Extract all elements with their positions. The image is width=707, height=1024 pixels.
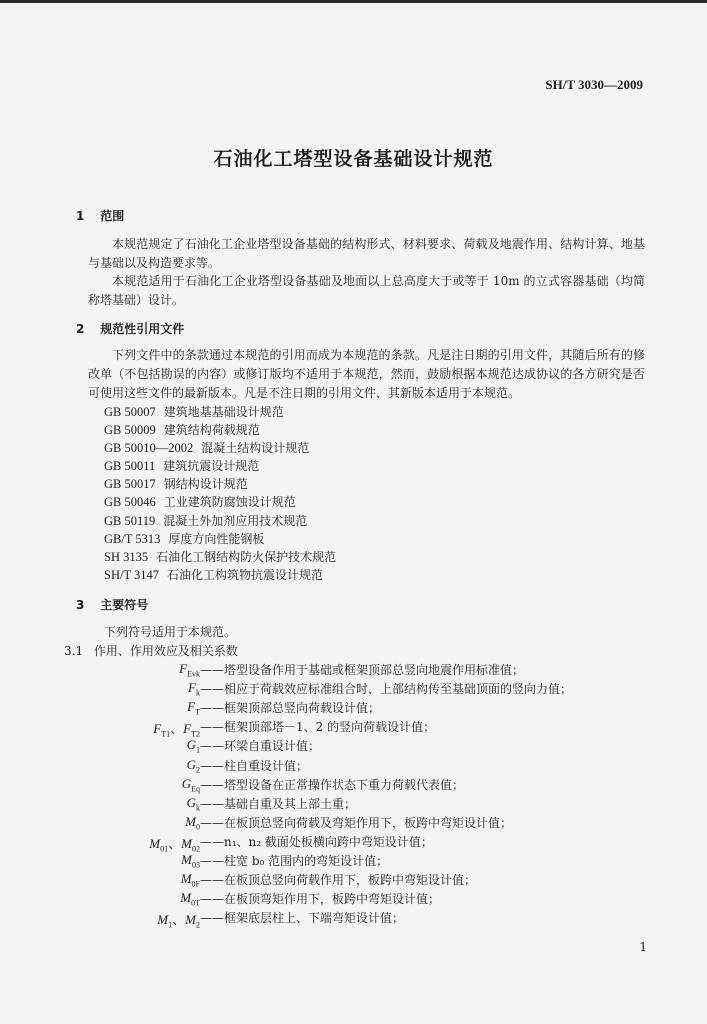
reference-item (104, 493, 296, 510)
symbol: $G_k$ (186, 794, 200, 813)
page-title: 石油化工塔型设备基础设计规范 (213, 148, 494, 170)
reference-name: 建筑地基基础设计规范 (163, 405, 284, 419)
reference-item (104, 530, 264, 547)
symbol-row (0, 776, 707, 794)
reference-item (104, 421, 260, 438)
page-number: 1 (639, 940, 647, 954)
reference-item (104, 457, 259, 474)
reference-code: GB 50007 (104, 405, 156, 419)
symbol-description: ——基础自重及其上部土重； (200, 796, 357, 811)
symbol-description: ——塔型设备作用于基础或框架顶部总竖向地震作用标准值； (200, 663, 525, 677)
reference-name: 建筑抗震设计规范 (163, 459, 260, 473)
reference-item (104, 566, 323, 583)
section-title: 主要符号 (100, 598, 149, 612)
symbol-row (0, 852, 707, 870)
symbol: $M_{03}$ (181, 852, 200, 870)
symbol-row (0, 795, 707, 813)
symbol-row (0, 833, 707, 854)
section-title: 范围 (100, 209, 125, 223)
symbol-row (0, 661, 707, 679)
reference-code: GB 50011 (104, 459, 156, 473)
symbol: $G_2$ (186, 756, 200, 775)
section-number: 2 (76, 322, 85, 336)
symbol: $M_{01}$、$M_{02}$ (149, 835, 200, 854)
reference-item (104, 512, 307, 529)
symbol-row (0, 680, 707, 698)
symbols-intro: 下列符号适用于本规范。 (104, 625, 237, 639)
reference-name: 混凝土外加剂应用技术规范 (163, 514, 308, 528)
symbol: $F_T$ (187, 699, 200, 717)
section-title: 规范性引用文件 (100, 322, 185, 336)
section-number: 1 (76, 209, 85, 223)
reference-code: GB 50046 (104, 495, 156, 509)
symbol-description: ——在板顶总竖向荷载作用下，板跨中弯矩设计值； (200, 873, 477, 888)
symbol: $F_k$ (188, 680, 200, 698)
symbol-description: ——在板顶总竖向荷载及弯矩作用下，板跨中弯矩设计值； (200, 815, 513, 830)
symbol-description: ——在板顶弯矩作用下，板跨中弯矩设计值； (200, 892, 441, 907)
symbol-row (0, 699, 707, 717)
reference-name: 工业建筑防腐蚀设计规范 (163, 495, 296, 509)
reference-name: 厚度方向性能钢板 (168, 532, 265, 546)
reference-code: GB 50119 (104, 514, 156, 528)
symbol-row (0, 890, 707, 908)
reference-name: 石油化工钢结构防火保护技术规范 (156, 550, 337, 564)
reference-name: 钢结构设计规范 (163, 477, 248, 491)
scope-paragraph-1: 本规范规定了石油化工企业塔型设备基础的结构形式、材料要求、荷载及地震作用、结构计算、地基与基础以及构造要求等。 (88, 237, 645, 270)
symbol-row (0, 871, 707, 889)
symbol: $M_{0F}$ (180, 871, 200, 889)
section-1-heading (76, 207, 124, 224)
symbol-description: ——柱宽 b₀ 范围内的弯矩设计值； (200, 854, 389, 868)
symbol: $F_{Evk}$ (179, 661, 200, 679)
reference-item (104, 403, 284, 420)
symbol-description: ——框架顶部总竖向荷载设计值； (200, 701, 381, 716)
symbol: $M_{0T}$ (180, 890, 200, 908)
symbol-description: ——框架底层柱上、下端弯矩设计值； (200, 911, 405, 926)
section-3-heading (76, 596, 148, 613)
symbol: $G_{Eq}$ (181, 775, 200, 794)
standard-code: SH/T 3030—2009 (545, 77, 643, 92)
scope-paragraph-2: 本规范适用于石油化工企业塔型设备基础及地面以上总高度大于或等于 10m 的立式容器基础（均简称塔基础）设计。 (88, 274, 645, 307)
subsection-title: 作用、作用效应及相关系数 (93, 644, 238, 658)
symbol: $M_1$、$M_2$ (157, 912, 200, 930)
reference-code: GB 50010—2002 (104, 441, 194, 455)
subsection-number: 3.1 (64, 644, 84, 658)
reference-name: 建筑结构荷载规范 (163, 423, 260, 437)
reference-item (104, 548, 336, 565)
reference-code: GB/T 5313 (104, 532, 161, 546)
symbol-row (0, 909, 707, 930)
reference-item (104, 475, 248, 492)
section-number: 3 (76, 598, 85, 612)
symbol-row (0, 718, 707, 739)
symbol-description: ——环梁自重设计值； (200, 739, 321, 754)
reference-code: GB 50017 (104, 477, 156, 491)
reference-name: 石油化工构筑物抗震设计规范 (167, 568, 324, 582)
subsection-3-1 (64, 642, 238, 659)
references-intro: 下列文件中的条款通过本规范的引用而成为本规范的条款。凡是注日期的引用文件，其随后所有的修改单（不包括勘误的内容）或修订版均不适用于本规范，然而，鼓励根据本规范达成协议的各方研究是否可使用这些文件的最新版本。凡是不注日期的引用文件，其新版本适用于本规范。 (88, 348, 645, 400)
symbol-row (0, 814, 707, 832)
symbol-description: ——框架顶部塔－1、2 的竖向荷载设计值； (200, 720, 436, 735)
section-2-heading (76, 320, 184, 337)
symbol: $F_{T1}$、$F_{T2}$ (153, 721, 200, 739)
symbol-description: ——柱自重设计值； (200, 758, 309, 773)
reference-item (104, 439, 309, 456)
reference-code: SH/T 3147 (104, 568, 159, 582)
symbol-description: ——塔型设备在正常操作状态下重力荷载代表值； (200, 777, 465, 792)
symbol-row (0, 737, 707, 755)
symbol-row (0, 757, 707, 775)
symbol-description: ——n₁、n₂ 截面处板横向跨中弯矩设计值； (200, 834, 433, 849)
page-top-rule (0, 0, 707, 3)
reference-code: GB 50009 (104, 423, 156, 437)
reference-name: 混凝土结构设计规范 (201, 441, 310, 455)
symbol: $M_0$ (185, 813, 200, 832)
symbol: $G_1$ (186, 737, 200, 755)
symbol-description: ——相应于荷载效应标准组合时，上部结构传至基础顶面的竖向力值； (200, 682, 573, 697)
reference-code: SH 3135 (104, 550, 149, 564)
